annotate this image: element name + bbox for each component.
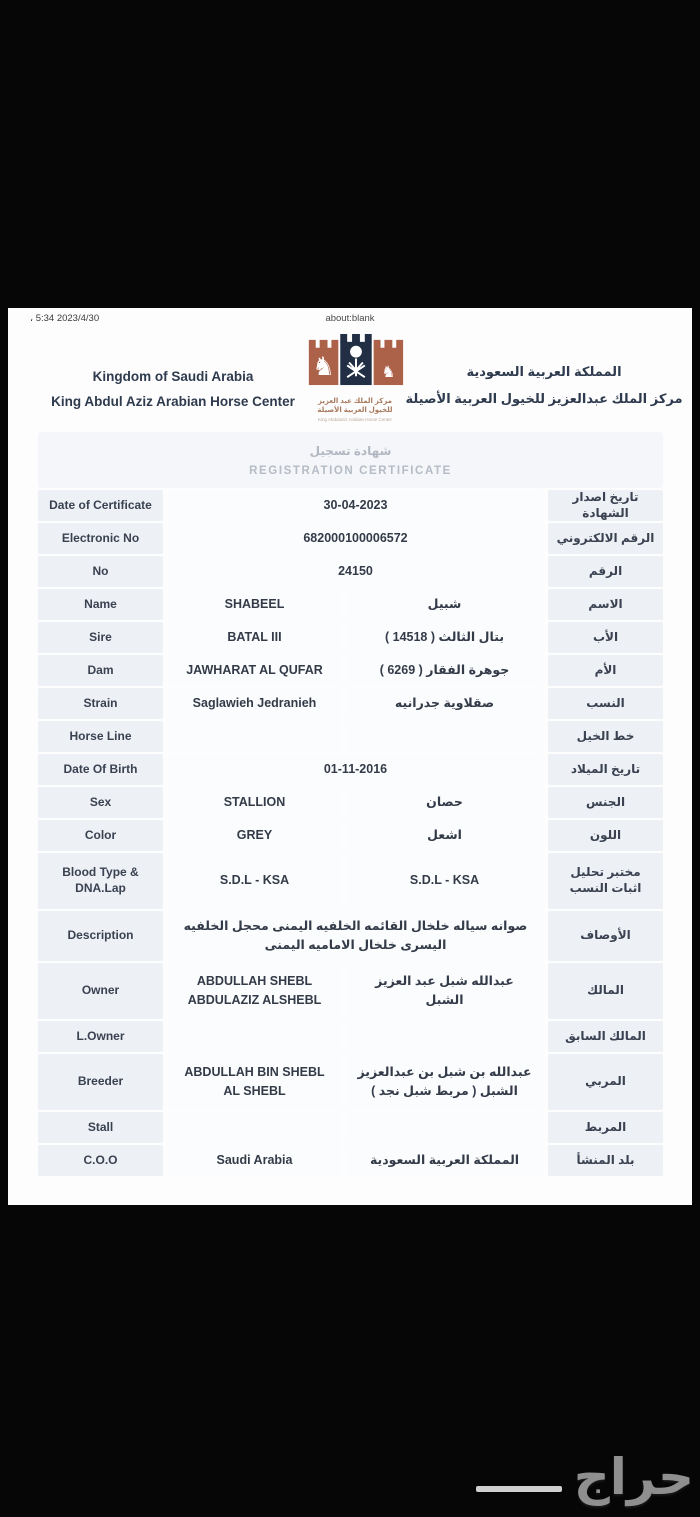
table-row (38, 589, 663, 620)
certificate-title-english: REGISTRATION CERTIFICATE (249, 464, 452, 477)
row-english-value (168, 721, 341, 752)
row-arabic-label: المالك (548, 963, 663, 1019)
haraj-watermark (476, 1448, 694, 1506)
header-arabic (404, 358, 684, 412)
table-row (38, 787, 663, 818)
row-value: 682000100006572 (168, 523, 543, 554)
table-row (38, 911, 663, 961)
table-row (38, 622, 663, 653)
row-english-label: Dam (38, 655, 163, 686)
table-row (38, 523, 663, 554)
page-url: about:blank (325, 313, 375, 324)
row-english-value: STALLION (168, 787, 341, 818)
row-arabic-value: المملكة العربية السعودية (346, 1145, 543, 1176)
row-arabic-label: الأم (548, 655, 663, 686)
row-arabic-value (346, 1021, 543, 1052)
watermark-text: حراج (573, 1449, 694, 1505)
row-english-value (168, 1112, 341, 1143)
table-row (38, 490, 663, 521)
row-arabic-value: بتال الثالث ( 14518 ) (346, 622, 543, 653)
row-arabic-label: خط الخيل (548, 721, 663, 752)
row-arabic-label: المالك السابق (548, 1021, 663, 1052)
row-english-value: JAWHARAT AL QUFAR (168, 655, 341, 686)
row-english-label: L.Owner (38, 1021, 163, 1052)
row-english-value: BATAL III (168, 622, 341, 653)
row-english-label: Sex (38, 787, 163, 818)
row-english-label: Owner (38, 963, 163, 1019)
row-english-value: Saglawieh Jedranieh (168, 688, 341, 719)
row-english-label: Breeder (38, 1054, 163, 1110)
row-english-label: C.O.O (38, 1145, 163, 1176)
header-english (28, 364, 318, 414)
row-english-label: Horse Line (38, 721, 163, 752)
row-arabic-label: الرقم الالكتروني (548, 523, 663, 554)
row-arabic-label: مختبر تحليل اثبات النسب (548, 853, 663, 909)
table-row (38, 1021, 663, 1052)
horse-center-logo (300, 330, 410, 422)
row-arabic-value: عبدالله شبل عبد العزيز الشبل (346, 963, 543, 1019)
table-row (38, 721, 663, 752)
logo-english-caption: King Abdulaziz Arabian Horse Center (317, 417, 393, 422)
watermark-line (476, 1486, 562, 1492)
row-english-label: Description (38, 911, 163, 961)
row-value: 24150 (168, 556, 543, 587)
table-row (38, 1145, 663, 1176)
row-english-label: Strain (38, 688, 163, 719)
row-english-label: No (38, 556, 163, 587)
row-arabic-value (346, 721, 543, 752)
row-arabic-value: صقلاوية جدرانيه (346, 688, 543, 719)
castle-horses-emblem (301, 330, 409, 391)
header-english-line2: King Abdul Aziz Arabian Horse Center (51, 394, 295, 409)
row-arabic-label: بلد المنشأ (548, 1145, 663, 1176)
table-row (38, 556, 663, 587)
row-english-label: Sire (38, 622, 163, 653)
row-arabic-value: حصان (346, 787, 543, 818)
row-english-label: Stall (38, 1112, 163, 1143)
horse-icon-small: ♞ (381, 364, 396, 382)
row-english-value: GREY (168, 820, 341, 851)
row-arabic-value: اشعل (346, 820, 543, 851)
row-english-value: SHABEEL (168, 589, 341, 620)
table-row (38, 820, 663, 851)
row-english-value: S.D.L - KSA (168, 853, 341, 909)
row-english-value (168, 1021, 341, 1052)
row-arabic-value: جوهرة الفقار ( 6269 ) (346, 655, 543, 686)
row-english-label: Name (38, 589, 163, 620)
row-arabic-label: تاريخ الميلاد (548, 754, 663, 785)
table-row (38, 688, 663, 719)
row-arabic-label: النسب (548, 688, 663, 719)
row-arabic-label: اللون (548, 820, 663, 851)
table-row (38, 963, 663, 1019)
row-value: 30-04-2023 (168, 490, 543, 521)
browser-statusbar (8, 313, 692, 329)
timestamp: ، 5:34 2023/4/30 (30, 313, 100, 324)
table-row (38, 853, 663, 909)
row-english-value: ABDULLAH BIN SHEBL AL SHEBL (168, 1054, 341, 1110)
row-arabic-label: الرقم (548, 556, 663, 587)
horse-icon: ♞ (312, 353, 336, 382)
row-english-label: Color (38, 820, 163, 851)
row-english-label: Blood Type & DNA.Lap (38, 853, 163, 909)
table-row (38, 754, 663, 785)
row-arabic-value: شبيل (346, 589, 543, 620)
table-row (38, 1054, 663, 1110)
certificate-title-arabic: شهادة تسجيل (309, 443, 392, 458)
row-english-value: Saudi Arabia (168, 1145, 341, 1176)
row-english-value: ABDULLAH SHEBL ABDULAZIZ ALSHEBL (168, 963, 341, 1019)
header-arabic-line1: المملكة العربية السعودية (466, 364, 622, 379)
header-english-line1: Kingdom of Saudi Arabia (92, 369, 254, 384)
row-arabic-value: S.D.L - KSA (346, 853, 543, 909)
row-arabic-label: المربي (548, 1054, 663, 1110)
row-value: صوانه سياله خلخال القائمه الخلفيه اليمنى محجل الخلفيه اليسرى خلخال الاماميه اليمنى (168, 911, 543, 961)
table-row (38, 655, 663, 686)
row-english-label: Date Of Birth (38, 754, 163, 785)
row-arabic-label: الجنس (548, 787, 663, 818)
header-arabic-line2: مركز الملك عبدالعزيز للخيول العربية الأصيلة (405, 391, 683, 406)
certificate-page (8, 308, 692, 1205)
row-arabic-label: الاسم (548, 589, 663, 620)
row-arabic-value (346, 1112, 543, 1143)
row-arabic-label: المربط (548, 1112, 663, 1143)
logo-arabic-caption: مركز الملك عبد العزيز للخيول العربية الأصيلة (317, 398, 393, 414)
row-arabic-label: الأوصاف (548, 911, 663, 961)
table-row (38, 1112, 663, 1143)
certificate-title (38, 432, 663, 488)
row-arabic-value: عبدالله بن شبل بن عبدالعزيز الشبل ( مربط شبل نجد ) (346, 1054, 543, 1110)
row-value: 01-11-2016 (168, 754, 543, 785)
certificate-table (38, 432, 663, 1176)
row-arabic-label: تاريخ اصدار الشهادة (548, 490, 663, 521)
row-english-label: Date of Certificate (38, 490, 163, 521)
row-english-label: Electronic No (38, 523, 163, 554)
row-arabic-label: الأب (548, 622, 663, 653)
